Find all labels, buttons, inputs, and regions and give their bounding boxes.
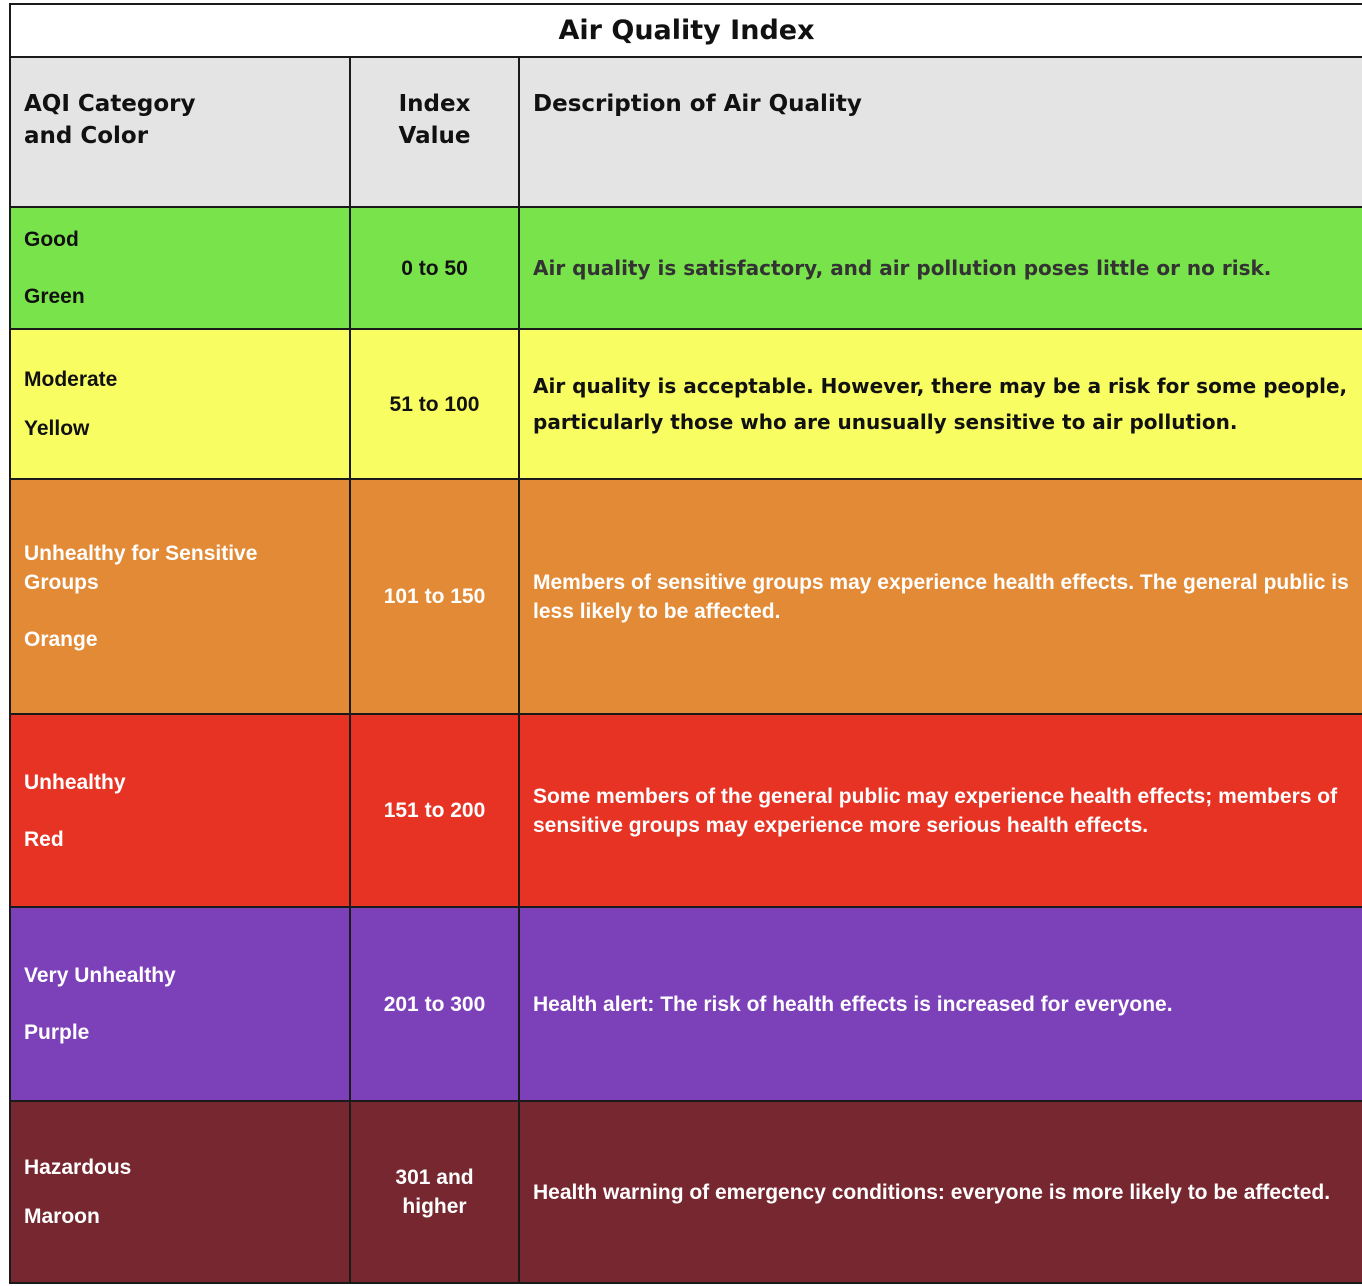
header-index	[350, 57, 519, 207]
category-name: Hazardous	[24, 1156, 132, 1179]
description-cell	[519, 1101, 1362, 1283]
category-cell	[10, 907, 350, 1101]
category-color: Yellow	[24, 417, 90, 440]
description-text: Air quality is acceptable. However, there may be a risk for some people, particularly those who are unusually sensitive to air pollution.	[533, 374, 1348, 434]
header-index-line-2: Value	[398, 123, 471, 149]
header-category-line-2: and Color	[24, 123, 149, 149]
description-text: Air quality is satisfactory, and air pollution poses little or no risk.	[533, 256, 1272, 280]
index-value: 201 to 300	[383, 992, 486, 1016]
description-text: Health warning of emergency conditions: everyone is more likely to be affected.	[533, 1180, 1331, 1204]
description-text: Health alert: The risk of health effects is increased for everyone.	[533, 992, 1173, 1016]
category-name: Good	[24, 228, 79, 251]
header-row	[10, 57, 1362, 207]
table-row	[10, 714, 1362, 907]
index-value-line-2: higher	[402, 1195, 467, 1218]
category-cell	[10, 714, 350, 907]
table-row	[10, 1101, 1362, 1283]
index-value: 101 to 150	[383, 585, 486, 608]
table-row	[10, 479, 1362, 714]
category-color: Red	[24, 827, 64, 851]
table-row	[10, 907, 1362, 1101]
category-color: Green	[24, 285, 85, 308]
index-value: 0 to 50	[401, 256, 468, 280]
index-value-line-1: 301 and	[395, 1166, 474, 1189]
index-value: 151 to 200	[383, 799, 486, 822]
category-name: Unhealthy	[24, 770, 126, 794]
header-category	[10, 57, 350, 207]
category-color: Orange	[24, 628, 98, 651]
category-name: Moderate	[24, 368, 118, 391]
table-row	[10, 207, 1362, 329]
table-row	[10, 329, 1362, 479]
description-cell	[519, 907, 1362, 1101]
description-text: Some members of the general public may experience health effects; members of sensitive groups may experience more serious health effects.	[533, 784, 1338, 837]
index-value-cell	[350, 329, 519, 479]
index-value-cell	[350, 479, 519, 714]
index-value-cell	[350, 907, 519, 1101]
category-color: Maroon	[24, 1205, 100, 1228]
index-value-cell	[350, 207, 519, 329]
header-description-text: Description of Air Quality	[533, 91, 862, 117]
category-color: Purple	[24, 1021, 90, 1044]
header-category-line-1: AQI Category	[24, 91, 196, 117]
description-cell	[519, 207, 1362, 329]
index-value: 51 to 100	[389, 392, 480, 416]
index-value-cell	[350, 1101, 519, 1283]
description-cell	[519, 714, 1362, 907]
category-name: Very Unhealthy	[24, 964, 176, 987]
description-text: Members of sensitive groups may experience health effects. The general public is less likely to be affected.	[533, 570, 1349, 623]
table-title: Air Quality Index	[10, 4, 1362, 57]
category-name: Unhealthy for Sensitive Groups	[24, 542, 258, 594]
description-cell	[519, 329, 1362, 479]
aqi-table	[9, 3, 1362, 1284]
description-cell	[519, 479, 1362, 714]
title-row	[10, 4, 1362, 57]
header-index-line-1: Index	[398, 91, 471, 117]
category-cell	[10, 1101, 350, 1283]
category-cell	[10, 207, 350, 329]
header-description	[519, 57, 1362, 207]
category-cell	[10, 329, 350, 479]
index-value-cell	[350, 714, 519, 907]
category-cell	[10, 479, 350, 714]
